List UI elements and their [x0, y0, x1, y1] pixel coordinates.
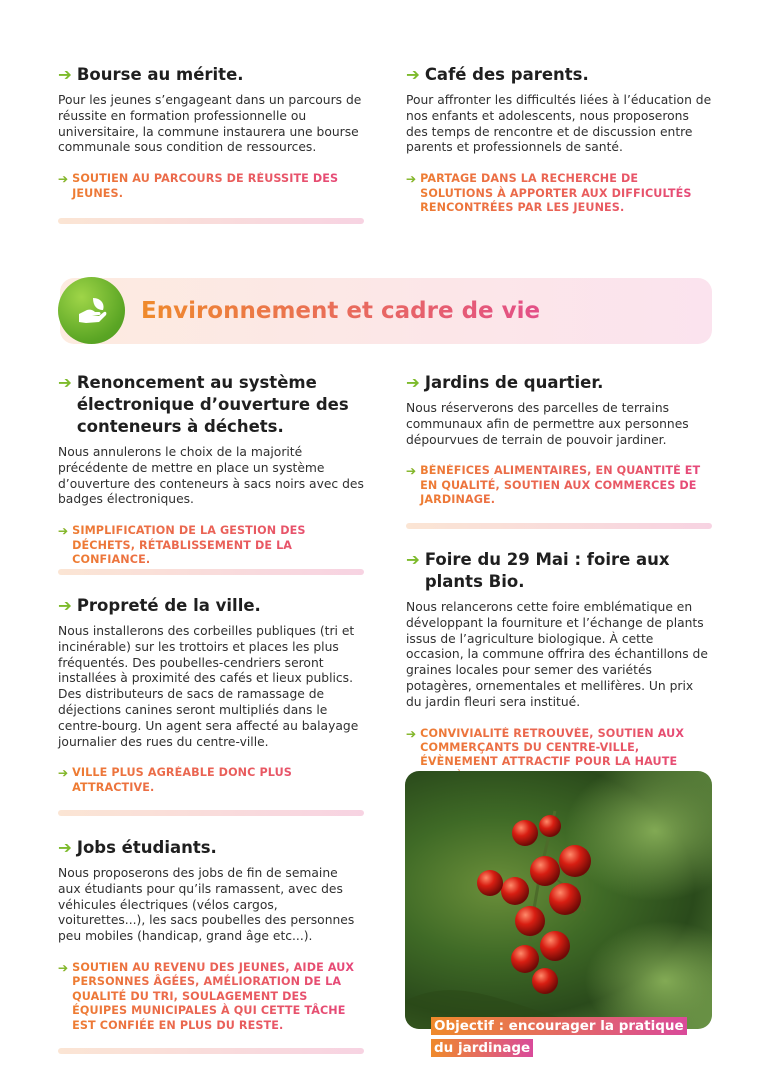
proposal-jardins-quartier [406, 372, 712, 508]
proposal-title: ➔ Jardins de quartier. [406, 373, 604, 392]
proposal-benefit: ➔ SOUTIEN AU REVENU DES JEUNES, AIDE AUX PERSONNES ÂGÉES, AMÉLIORATION DE LA QUALITÉ DU TRI, SOULAGEMENT DES ÉQUIPES MUNICIPALES À QUI CETTE TÂCHE EST CONFIÉE EN PLUS DU RESTE. [58, 961, 364, 1033]
separator [58, 569, 364, 575]
arrow-right-icon: ➔ [58, 596, 72, 615]
proposal-text: Nous réserverons des parcelles de terrains communaux afin de permettre aux personnes dépourvues de terrain de pouvoir jardiner. [406, 401, 689, 447]
arrow-right-icon: ➔ [58, 838, 72, 857]
proposal-cafe-parents [406, 64, 712, 215]
arrow-right-icon: ➔ [58, 373, 72, 392]
arrow-right-icon: ➔ [406, 726, 417, 741]
arrow-right-icon: ➔ [406, 464, 417, 479]
redcurrant-photo [405, 771, 712, 1029]
arrow-right-icon: ➔ [58, 172, 69, 187]
proposal-text: Nous installerons des corbeilles publiques (tri et incinérable) sur les trottoirs et places les plus fréquentés. Des poubelles-cendriers seront installées à proximité des cafés et lieux publics. Des distributeurs de sacs de ramassage de déjections canines seront multipliés dans le centre-bourg. Un agent sera affecté au balayage journalier des rues du centre-ville. [58, 624, 359, 749]
proposal-benefit: ➔ CONVIVIALITÉ RETROUVÉE, SOUTIEN AUX COMMERÇANTS DU CENTRE-VILLE, ÉVÈNEMENT ATTRACTIF POUR LA HAUTE [406, 727, 712, 785]
proposal-text: Nous relancerons cette foire emblématique en développant la fourniture et l’échange de plants issus de l’agriculture biologique. À cette occasion, la commune offrira des échantillons de graines locales pour semer des variétés potagères, ornementales et mellifères. Un prix du jardin fleuri sera institué. [406, 600, 708, 709]
arrow-right-icon: ➔ [58, 766, 69, 781]
proposal-title: ➔ Jobs étudiants. [58, 838, 217, 857]
arrow-right-icon: ➔ [58, 960, 69, 975]
proposal-benefit: ➔ SOUTIEN AU PARCOURS DE RÉUSSITE DES JEUNES. [58, 172, 364, 201]
separator [58, 1048, 364, 1054]
separator [406, 523, 712, 529]
arrow-right-icon: ➔ [58, 65, 72, 84]
proposal-title: ➔ Bourse au mérite. [58, 65, 244, 84]
separator [58, 218, 364, 224]
proposal-text: Pour les jeunes s’engageant dans un parcours de réussite en formation professionnelle ou universitaire, la commune instaurera une bourse communale sous condition de ressources. [58, 93, 362, 155]
proposal-title: ➔ Renoncement au système électronique d’ouverture des conteneurs à déchets. [58, 373, 349, 436]
section-title: Environnement et cadre de vie [141, 298, 541, 324]
arrow-right-icon: ➔ [406, 65, 420, 84]
proposal-conteneurs [58, 372, 364, 567]
proposal-jobs-etudiants [58, 837, 364, 1033]
proposal-text: Nous annulerons le choix de la majorité précédente de mettre en place un système d’ouverture des conteneurs à sacs noirs avec des badges électroniques. [58, 445, 364, 507]
proposal-text: Nous proposerons des jobs de fin de semaine aux étudiants pour qu’ils ramassent, avec des véhicules électriques (vélos cargos, voiturettes...), les sacs poubelles des personnes peu mobiles (handicap, grand âge etc...). [58, 866, 355, 944]
proposal-benefit: ➔ SIMPLIFICATION DE LA GESTION DES DÉCHETS, RÉTABLISSEMENT DE LA CONFIANCE. [58, 524, 364, 567]
separator [58, 810, 364, 816]
arrow-right-icon: ➔ [58, 524, 69, 539]
hand-leaf-icon [58, 277, 125, 344]
arrow-right-icon: ➔ [406, 172, 417, 187]
proposal-benefit: ➔ BÉNÉFICES ALIMENTAIRES, EN QUANTITÉ ET EN QUALITÉ, SOUTIEN AUX COMMERCES DE JARDINAGE. [406, 464, 712, 507]
photo-caption: Objectif : encourager la pratique du jardinage [431, 1015, 691, 1059]
proposal-title: ➔ Propreté de la ville. [58, 596, 261, 615]
proposal-text: Pour affronter les difficultés liées à l’éducation de nos enfants et adolescents, nous proposerons des temps de rencontre et de discussion entre parents et professionnels de santé. [406, 93, 712, 155]
arrow-right-icon: ➔ [406, 550, 420, 569]
proposal-title: ➔ Foire du 29 Mai : foire aux plants Bio. [406, 550, 670, 591]
proposal-foire-plants [406, 549, 712, 784]
proposal-title: ➔ Café des parents. [406, 65, 589, 84]
proposal-benefit: ➔ PARTAGE DANS LA RECHERCHE DE SOLUTIONS À APPORTER AUX DIFFICULTÉS RENCONTRÉES PAR LES JEUNES. [406, 172, 712, 215]
proposal-proprete [58, 595, 364, 795]
arrow-right-icon: ➔ [406, 373, 420, 392]
proposal-benefit: ➔ VILLE PLUS AGRÉABLE DONC PLUS ATTRACTIVE. [58, 766, 364, 795]
proposal-bourse [58, 64, 364, 201]
